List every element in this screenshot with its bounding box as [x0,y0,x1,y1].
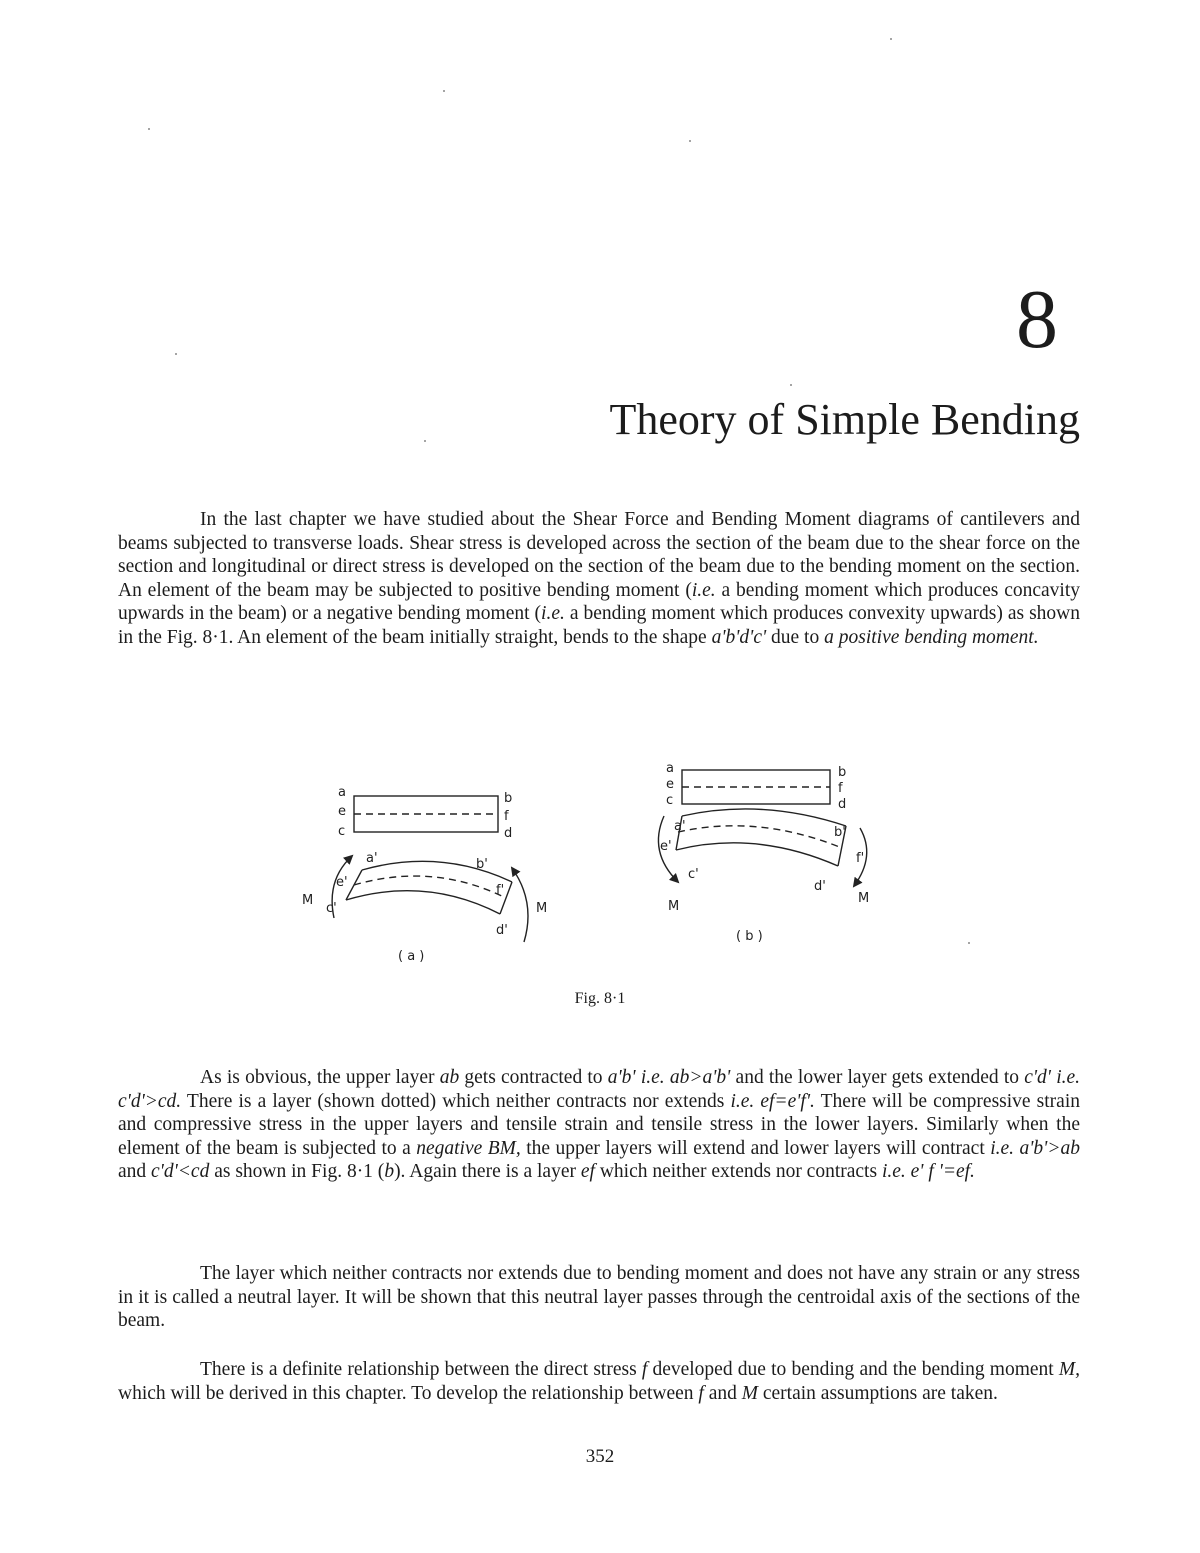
scan-speck [890,38,892,40]
label-b: b [838,765,847,780]
label-a: a [338,785,346,800]
scan-speck [968,942,970,944]
chapter-title: Theory of Simple Bending [609,395,1080,444]
label-e: e [666,777,674,792]
paragraph-intro: In the last chapter we have studied about the Shear Force and Bending Moment diagrams of cantilevers and beams subjected to transverse loads. Shear stress is developed across the section of the beam due to the shear force on the section and longitudinal or direct stress is developed on the section of the beam due to the bending moment on the section. An element of the beam may be subjected to positive bending moment (i.e. a bending moment which produces concavity upwards in the beam) or a negative bending moment (i.e. a bending moment which produces convexity upwards) as shown in the Fig. 8·1. An element of the beam initially straight, bends to the shape a'b'd'c' due to a positive bending moment. [118,509,1080,648]
label-c-prime: c' [326,901,337,916]
label-b-prime: b' [834,825,846,840]
label-e-prime: e' [660,839,672,854]
label-f: f [504,809,509,824]
bent-bottom-b [676,843,838,866]
label-moment-right: M [536,901,548,916]
figure-b-caption: ( b ) [736,929,763,944]
page-number: 352 [585,1446,615,1467]
paragraph-layers: As is obvious, the upper layer ab gets contracted to a'b' i.e. ab>a'b' and the lower layer gets extended to c'd' i.e. c'd'>cd. There is a layer (shown dotted) which neither contracts nor extends i.e. ef=e'f'. There will be compressive strain and compressive stress in the upper layers and tensile strain and tensile stress in the lower layers. Similarly when the element of the beam is subjected to a negative BM, the upper layers will extend and lower layers will contract i.e. a'b'>ab and c'd'<cd as shown in Fig. 8·1 (b). Again there is a layer ef which neither extends nor contracts i.e. e' f '=ef. [118,1067,1081,1183]
moment-arrow-right-a [512,868,528,942]
label-f: f [838,781,843,796]
label-d: d [838,797,847,812]
scan-speck [175,353,177,355]
bent-top-a [362,861,512,882]
bent-bottom-a [346,891,500,914]
figure-8-1 [290,752,890,982]
scan-speck [443,90,445,92]
figure-a-caption: ( a ) [398,949,425,964]
figure-caption: Fig. 8·1 [574,990,626,1007]
scan-speck [790,384,792,386]
scan-speck [424,440,426,442]
label-d: d [504,826,513,841]
label-a-prime: a' [674,819,686,834]
label-moment-right: M [858,891,870,906]
label-f-prime: f' [856,851,865,866]
paragraph-neutral-layer: The layer which neither contracts nor extends due to bending moment and does not have any strain or any stress in it is called a neutral layer. It will be shown that this neutral layer passes through the centroidal axis of the sections of the beam. [118,1263,1080,1332]
label-b: b [504,791,513,806]
figure-part-a [332,796,528,942]
label-a: a [666,761,674,776]
scan-speck [148,128,150,130]
bent-top-b [682,809,846,826]
label-moment-left: M [302,893,314,908]
label-c: c [666,793,674,808]
figure-part-a-labels [302,785,547,964]
label-c-prime: c' [688,867,699,882]
label-d-prime: d' [814,879,826,894]
label-b-prime: b' [476,857,488,872]
chapter-number: 8 [1016,273,1058,366]
label-d-prime: d' [496,923,508,938]
scan-speck [689,140,691,142]
label-e-prime: e' [336,875,348,890]
bent-neutral-a [354,876,506,898]
label-a-prime: a' [366,851,378,866]
label-f-prime: f' [496,883,505,898]
paragraph-relationship: There is a definite relationship between the direct stress f developed due to bending and the bending moment M, which will be derived in this chapter. To develop the relationship between f and M certain assumptions are taken. [118,1359,1080,1404]
label-c: c [338,824,346,839]
label-e: e [338,804,346,819]
bent-end-left-a [346,870,362,900]
figure-part-b-labels [660,761,869,944]
label-moment-left: M [668,899,680,914]
